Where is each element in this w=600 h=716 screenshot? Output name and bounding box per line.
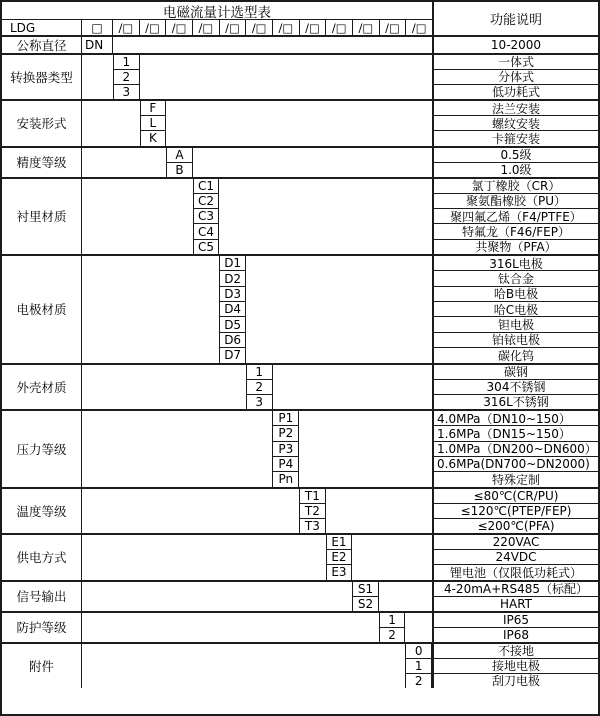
description-column [432, 411, 598, 487]
desc-cell-C1: 氯丁橡胶（CR） [434, 179, 598, 194]
left-spacer-cell [82, 535, 326, 580]
desc-cell-T1: ≤80℃(CR/PU) [434, 489, 598, 504]
description-column [432, 148, 598, 177]
code-column [140, 101, 167, 146]
description-column [432, 365, 598, 410]
description-column [432, 256, 598, 363]
code-column [379, 613, 406, 642]
description-column [432, 37, 598, 53]
block-electrode-material [2, 254, 598, 363]
right-spacer-cell [166, 101, 432, 146]
code-cell-K: K [148, 131, 157, 146]
model-slot-cell-3: /□ [166, 20, 193, 35]
desc-cell-1: IP65 [434, 613, 598, 628]
code-cell-Pn: Pn [278, 472, 294, 487]
code-cell-2: 2 [414, 673, 423, 688]
category-label-nominal-diameter: 公称直径 [2, 37, 82, 53]
desc-cell-D5: 钽电极 [434, 317, 598, 332]
code-cell-P3: P3 [273, 442, 298, 457]
code-cell-T1: T1 [300, 489, 325, 504]
code-cell-F: F [141, 101, 166, 116]
desc-cell-1: 碳钢 [434, 365, 598, 380]
description-column [432, 644, 598, 689]
left-spacer-cell [82, 613, 379, 642]
code-cell-D1: D1 [220, 256, 245, 271]
model-first-box: □ [82, 20, 113, 35]
desc-cell-P2: 1.6MPa（DN15~150） [434, 426, 598, 441]
block-protection-class [2, 611, 598, 642]
code-cell-1: 1 [114, 55, 139, 70]
code-cell-L: L [141, 116, 166, 131]
right-spacer-cell [379, 582, 432, 611]
page-title: 电磁流量计选型表 [2, 2, 432, 20]
function-column-header: 功能说明 [432, 2, 598, 35]
desc-cell-C3: 聚四氟乙烯（F4/PTFE） [434, 209, 598, 224]
table-header [2, 2, 598, 37]
category-label-converter-type: 转换器类型 [2, 55, 82, 100]
block-nominal-diameter [2, 37, 598, 53]
desc-cell-D7: 碳化钨 [497, 348, 534, 363]
code-cell-E3: E3 [331, 565, 347, 580]
desc-cell-2: 304不锈钢 [434, 380, 598, 395]
left-spacer-cell [82, 582, 352, 611]
model-slot-cell-11: /□ [380, 20, 407, 35]
description-column [432, 101, 598, 146]
block-liner-material [2, 177, 598, 255]
table-body [2, 37, 598, 714]
code-cell-S1: S1 [353, 582, 378, 597]
code-cell-1: 1 [247, 365, 272, 380]
category-label-power-supply: 供电方式 [2, 535, 82, 580]
description-column [432, 535, 598, 580]
code-cell-T2: T2 [300, 504, 325, 519]
code-cell-C3: C3 [194, 209, 219, 224]
left-spacer-cell [82, 179, 193, 255]
desc-cell-P1: 4.0MPa（DN10~150） [434, 411, 598, 426]
model-slot-cell-8: /□ [300, 20, 327, 35]
model-slot-cell-5: /□ [220, 20, 247, 35]
desc-cell-B: 1.0级 [500, 163, 532, 177]
desc-cell-DN: 10-2000 [490, 37, 542, 52]
right-spacer-cell [352, 535, 432, 580]
code-cell-C1: C1 [194, 179, 219, 194]
block-converter-type [2, 53, 598, 100]
block-temperature-class [2, 487, 598, 534]
code-cell-1: 1 [380, 613, 405, 628]
category-label-installation-type: 安装形式 [2, 101, 82, 146]
desc-cell-P4: 0.6MPa(DN700~DN2000) [434, 457, 598, 472]
code-column [219, 256, 246, 363]
desc-cell-A: 0.5级 [434, 148, 598, 163]
left-spacer-cell [82, 365, 246, 410]
code-column [113, 55, 140, 100]
desc-cell-E3: 锂电池（仅限低功耗式） [449, 565, 582, 580]
description-column [432, 613, 598, 642]
left-spacer-cell [82, 644, 405, 689]
code-cell-3: 3 [122, 84, 131, 99]
desc-cell-F: 法兰安装 [434, 101, 598, 116]
right-spacer-cell [219, 179, 432, 255]
desc-cell-3: 低功耗式 [491, 85, 540, 100]
desc-cell-C5: 共聚物（PFA） [475, 240, 557, 254]
code-cell-3: 3 [255, 394, 264, 409]
desc-cell-1: 一体式 [434, 55, 598, 70]
code-column [272, 411, 299, 487]
code-cell-E1: E1 [327, 535, 352, 550]
model-slot-cell-7: /□ [273, 20, 300, 35]
right-spacer-cell [113, 37, 432, 53]
desc-cell-K: 卡箍安装 [491, 131, 540, 146]
desc-cell-P3: 1.0MPa（DN200~DN600） [434, 442, 598, 457]
code-cell-1: 1 [406, 659, 431, 674]
description-column [432, 55, 598, 100]
category-label-signal-output: 信号输出 [2, 582, 82, 611]
right-spacer-cell [140, 55, 432, 100]
block-housing-material [2, 363, 598, 410]
left-spacer-cell [82, 489, 299, 534]
code-cell-P1: P1 [273, 411, 298, 426]
block-accessories [2, 642, 598, 689]
desc-cell-2: IP68 [502, 627, 530, 642]
category-label-liner-material: 衬里材质 [2, 179, 82, 255]
left-spacer-cell [82, 411, 272, 487]
code-column [299, 489, 326, 534]
model-slot-cell-6: /□ [246, 20, 273, 35]
code-column [326, 535, 353, 580]
desc-cell-2: 刮刀电极 [491, 674, 540, 689]
block-pressure-class [2, 409, 598, 487]
category-label-electrode-material: 电极材质 [2, 256, 82, 363]
category-label-temperature-class: 温度等级 [2, 489, 82, 534]
left-spacer-cell [82, 148, 166, 177]
category-label-protection-class: 防护等级 [2, 613, 82, 642]
desc-cell-1: 接地电极 [434, 659, 598, 674]
code-column [166, 148, 193, 177]
code-cell-D2: D2 [220, 271, 245, 286]
code-cell-A: A [167, 148, 192, 163]
desc-cell-L: 螺纹安装 [434, 116, 598, 131]
code-column [246, 365, 273, 410]
block-installation-type [2, 99, 598, 146]
code-cell-DN: DN [85, 37, 104, 52]
desc-cell-S1: 4-20mA+RS485（标配） [434, 582, 598, 597]
left-spacer-cell [82, 55, 113, 100]
model-slot-cell-1: /□ [113, 20, 140, 35]
model-slot-cell-12: /□ [411, 20, 427, 35]
code-cell-2: 2 [247, 380, 272, 395]
code-cell-E2: E2 [327, 550, 352, 565]
desc-cell-2: 分体式 [434, 70, 598, 85]
right-spacer-cell [193, 148, 432, 177]
block-signal-output [2, 580, 598, 611]
desc-cell-3: 316L不锈钢 [483, 395, 549, 410]
model-prefix: LDG [2, 20, 82, 35]
code-cell-T3: T3 [304, 518, 320, 533]
desc-cell-D1: 316L电极 [434, 256, 598, 271]
category-label-accuracy-class: 精度等级 [2, 148, 82, 177]
code-cell-2: 2 [114, 70, 139, 85]
code-cell-P2: P2 [273, 426, 298, 441]
code-cell-B: B [175, 162, 184, 177]
desc-cell-0: 不接地 [434, 644, 598, 659]
left-spacer-cell [82, 256, 219, 363]
left-spacer-cell [82, 101, 140, 146]
code-cell-0: 0 [406, 644, 431, 659]
code-column [82, 37, 113, 53]
code-cell-C4: C4 [194, 224, 219, 239]
desc-cell-C2: 聚氨酯橡胶（PU） [434, 194, 598, 209]
code-column [405, 644, 432, 689]
code-cell-D5: D5 [220, 317, 245, 332]
category-label-accessories: 附件 [2, 644, 82, 689]
right-spacer-cell [326, 489, 432, 534]
code-cell-C2: C2 [194, 194, 219, 209]
code-cell-S2: S2 [357, 596, 374, 611]
code-cell-D3: D3 [220, 287, 245, 302]
code-cell-2: 2 [388, 627, 396, 642]
desc-cell-D2: 钛合金 [434, 271, 598, 286]
code-column [193, 179, 220, 255]
model-code-row [2, 20, 432, 35]
desc-cell-T3: ≤200℃(PFA) [477, 518, 555, 533]
right-spacer-cell [246, 256, 432, 363]
desc-cell-D4: 哈C电极 [434, 302, 598, 317]
code-cell-D4: D4 [220, 302, 245, 317]
model-slot-cell-4: /□ [193, 20, 220, 35]
block-accuracy-class [2, 146, 598, 177]
code-cell-P4: P4 [273, 457, 298, 472]
desc-cell-E1: 220VAC [434, 535, 598, 550]
desc-cell-E2: 24VDC [434, 550, 598, 565]
desc-cell-D3: 哈B电极 [434, 287, 598, 302]
description-column [432, 489, 598, 534]
model-slot-cell-2: /□ [140, 20, 167, 35]
code-cell-D6: D6 [220, 333, 245, 348]
block-power-supply [2, 533, 598, 580]
desc-cell-D6: 铂铱电极 [434, 333, 598, 348]
description-column [432, 582, 598, 611]
category-label-pressure-class: 压力等级 [2, 411, 82, 487]
header-left-section [2, 2, 432, 35]
model-slot-cell-10: /□ [353, 20, 380, 35]
code-column [352, 582, 379, 611]
desc-cell-T2: ≤120℃(PTEP/FEP) [434, 504, 598, 519]
description-column [432, 179, 598, 255]
desc-cell-Pn: 特殊定制 [491, 472, 540, 487]
code-cell-D7: D7 [224, 348, 242, 363]
right-spacer-cell [273, 365, 433, 410]
code-cell-C5: C5 [198, 239, 215, 254]
desc-cell-C4: 特氟龙（F46/FEP） [434, 224, 598, 239]
model-slot-cell-9: /□ [326, 20, 353, 35]
right-spacer-cell [405, 613, 432, 642]
desc-cell-S2: HART [499, 596, 533, 611]
right-spacer-cell [299, 411, 432, 487]
category-label-housing-material: 外壳材质 [2, 365, 82, 410]
model-slot-row [113, 20, 432, 35]
